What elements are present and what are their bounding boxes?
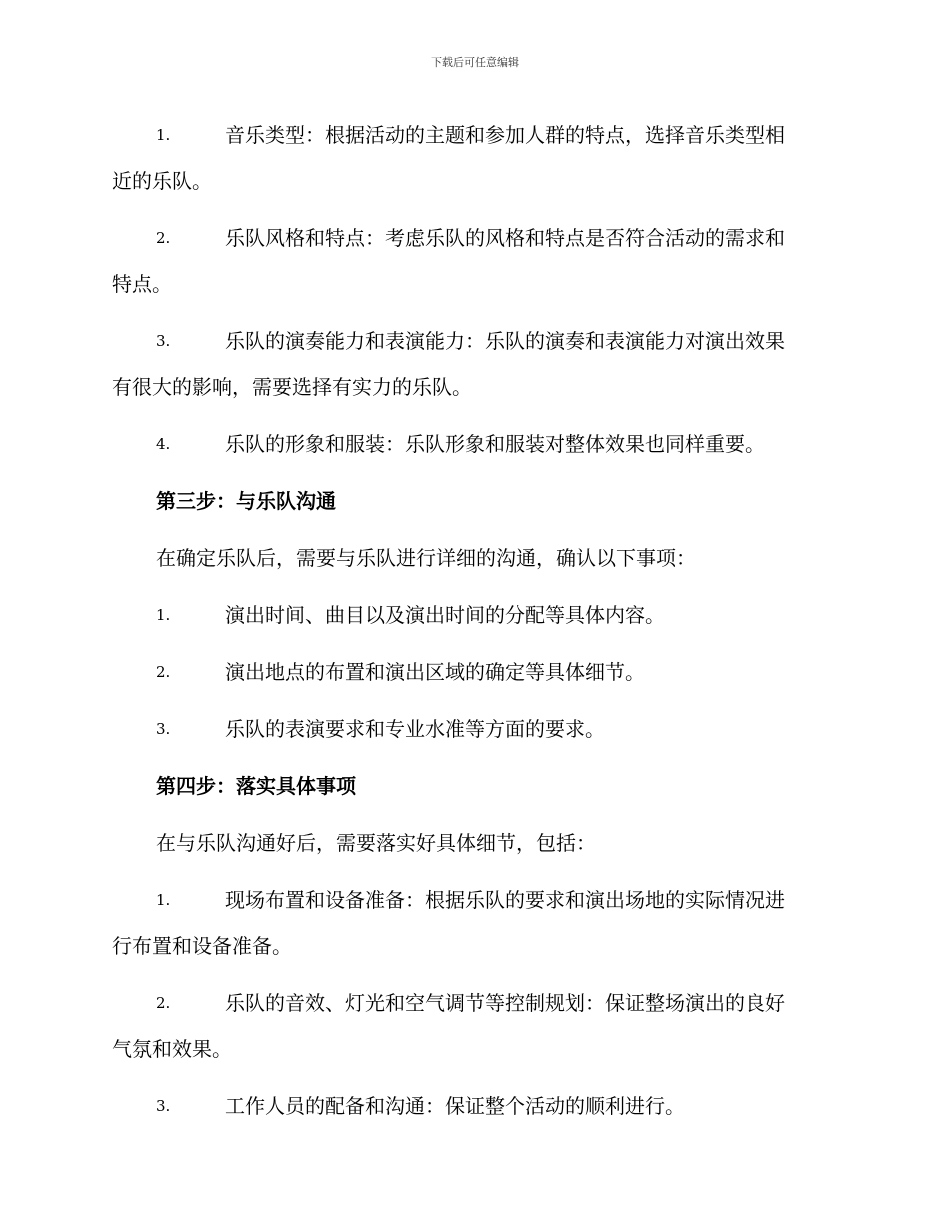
list-item bbox=[112, 1083, 834, 1129]
list-item bbox=[112, 592, 834, 638]
list-item bbox=[112, 112, 834, 204]
list-text-line: 乐队的音效、灯光和空气调节等控制规划：保证整场演出的良好 bbox=[225, 991, 785, 1015]
list-item bbox=[112, 421, 834, 467]
list-item bbox=[112, 706, 834, 752]
list-text-line: 气氛和效果。 bbox=[112, 1037, 232, 1061]
list-text-line: 乐队的表演要求和专业水准等方面的要求。 bbox=[225, 717, 605, 741]
list-item bbox=[112, 877, 834, 969]
section-heading: 第四步：落实具体事项 bbox=[156, 774, 356, 798]
list-number: 2. bbox=[156, 229, 171, 247]
list-text-line: 演出地点的布置和演出区域的确定等具体细节。 bbox=[225, 660, 645, 684]
list-item bbox=[112, 649, 834, 695]
list-item bbox=[112, 980, 834, 1072]
list-text-line: 特点。 bbox=[112, 272, 172, 296]
list-text-line: 乐队的演奏能力和表演能力：乐队的演奏和表演能力对演出效果 bbox=[225, 329, 785, 353]
list-number: 1. bbox=[156, 126, 171, 144]
list-text-line: 音乐类型：根据活动的主题和参加人群的特点，选择音乐类型相 bbox=[225, 123, 785, 147]
document-body bbox=[112, 112, 834, 1140]
list-text-line: 现场布置和设备准备：根据乐队的要求和演出场地的实际情况进 bbox=[225, 888, 785, 912]
list-number: 3. bbox=[156, 1097, 171, 1115]
section-intro: 在确定乐队后，需要与乐队进行详细的沟通，确认以下事项： bbox=[156, 546, 696, 570]
list-number: 4. bbox=[156, 435, 171, 453]
section-intro: 在与乐队沟通好后，需要落实好具体细节，包括： bbox=[156, 831, 596, 855]
list-item bbox=[112, 215, 834, 307]
list-item bbox=[112, 318, 834, 410]
list-number: 1. bbox=[156, 606, 171, 624]
header-note: 下载后可任意编辑 bbox=[431, 56, 519, 69]
list-text-line: 乐队的形象和服装：乐队形象和服装对整体效果也同样重要。 bbox=[225, 432, 765, 456]
list-number: 3. bbox=[156, 332, 171, 350]
list-number: 2. bbox=[156, 994, 171, 1012]
list-text-line: 乐队风格和特点：考虑乐队的风格和特点是否符合活动的需求和 bbox=[225, 226, 785, 250]
list-text-line: 工作人员的配备和沟通：保证整个活动的顺利进行。 bbox=[225, 1094, 685, 1118]
list-text-line: 近的乐队。 bbox=[112, 169, 212, 193]
list-text-line: 有很大的影响，需要选择有实力的乐队。 bbox=[112, 375, 472, 399]
list-number: 2. bbox=[156, 663, 171, 681]
list-number: 3. bbox=[156, 720, 171, 738]
list-text-line: 行布置和设备准备。 bbox=[112, 934, 292, 958]
list-text-line: 演出时间、曲目以及演出时间的分配等具体内容。 bbox=[225, 603, 665, 627]
list-number: 1. bbox=[156, 891, 171, 909]
section-heading: 第三步：与乐队沟通 bbox=[156, 489, 336, 513]
